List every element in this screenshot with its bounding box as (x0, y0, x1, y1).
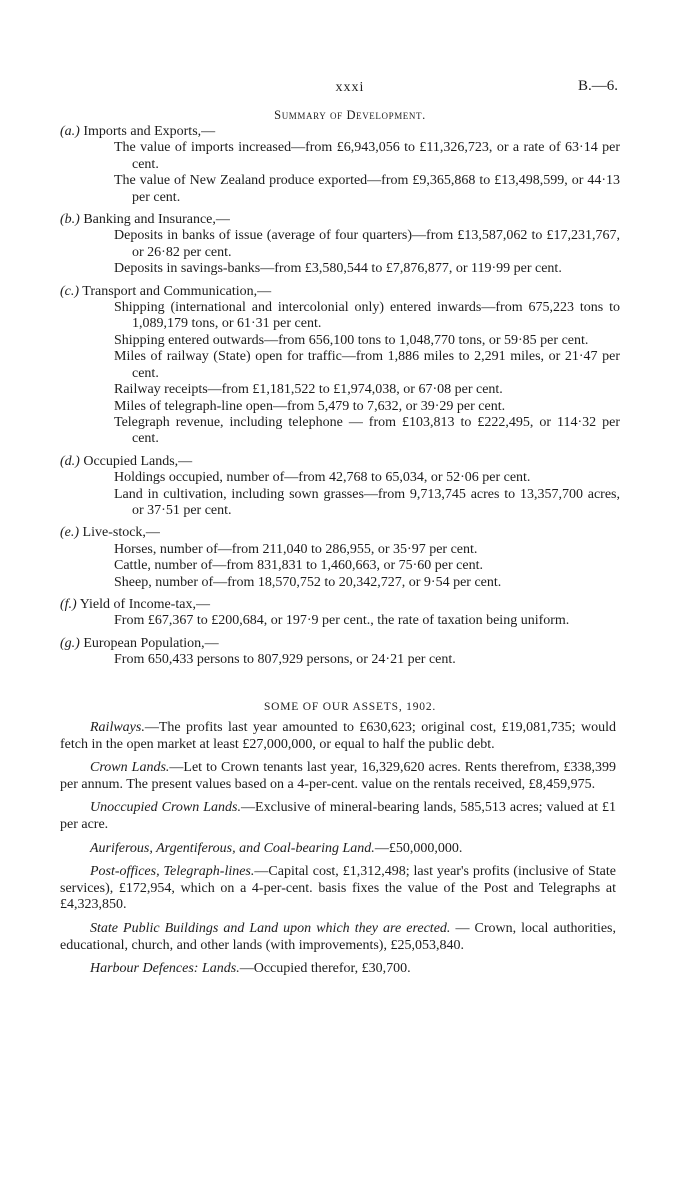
section-label: (c.) (60, 283, 80, 299)
section-label: (f.) (60, 596, 77, 612)
asset-text: —Let to Crown tenants last year, 16,329,620 acres. Rents therefrom, £338,399 per annum. The present values based on a 4-per-cent. value on the rentals received, £8,459,975. (60, 760, 616, 792)
summary-item: Holdings occupied, number of—from 42,768 to 65,034, or 52·06 per cent. (114, 470, 531, 486)
section-heading-text: Transport and Communication,— (82, 283, 272, 299)
asset-paragraph (60, 800, 616, 833)
section-label: (a.) (60, 124, 80, 139)
section-heading (60, 124, 620, 140)
summary-item: Miles of telegraph-line open—from 5,479 to 7,632, or 39·29 per cent. (114, 398, 506, 414)
document-code: B.—6. (577, 78, 618, 94)
summary-item: Telegraph revenue, including telephone — from £103,813 to £222,495, or 114·32 per cent. (114, 414, 620, 447)
asset-label: Auriferous, Argentiferous, and Coal-bearing Land. (90, 840, 375, 856)
summary-section (60, 454, 620, 520)
summary-item: Horses, number of—from 211,040 to 286,955, or 35·97 per cent. (114, 541, 478, 557)
asset-paragraph (60, 720, 616, 753)
asset-paragraph (60, 921, 616, 954)
section-heading-text: European Population,— (83, 635, 219, 651)
asset-label: Post-offices, Telegraph-lines. (90, 864, 255, 880)
asset-text: —Capital cost, £1,312,498; last year's profits (inclusive of State services), £172,954, which on a 4-per-cent. basis fixes the value of the Post and Telegraphs at £4,323,850. (60, 864, 617, 913)
asset-paragraph (60, 961, 616, 978)
section-heading-text: Live-stock,— (82, 525, 160, 541)
summary-item: Deposits in savings-banks—from £3,580,544 to £7,876,877, or 119·99 per cent. (114, 261, 562, 277)
summary-item: Miles of railway (State) open for traffic—from 1,886 miles to 2,291 miles, or 21·47 per cent. (114, 349, 620, 381)
summary-title: Summary of Development. (274, 108, 426, 122)
summary-item: From 650,433 persons to 807,929 persons, or 24·21 per cent. (114, 652, 456, 668)
assets-list (60, 720, 616, 985)
asset-label: Railways. (90, 720, 145, 735)
section-heading (60, 525, 620, 541)
summary-item: The value of imports increased—from £6,943,056 to £11,326,723, or a rate of 63·14 per cent. (114, 140, 620, 172)
summary-item: Cattle, number of—from 831,831 to 1,460,663, or 75·60 per cent. (114, 558, 483, 574)
summary-item: From £67,367 to £200,684, or 197·9 per cent., the rate of taxation being uniform. (114, 613, 570, 629)
summary-item: Shipping entered outwards—from 656,100 tons to 1,048,770 tons, or 59·85 per cent. (114, 332, 589, 348)
asset-text: —Exclusive of mineral-bearing lands, 585,513 acres; valued at £1 per acre. (60, 800, 616, 832)
page-number: xxxi (335, 80, 365, 95)
summary-section (60, 525, 620, 591)
summary-section (60, 597, 620, 630)
assets-title: SOME OF OUR ASSETS, 1902. (263, 701, 437, 713)
section-heading (60, 597, 620, 613)
section-label: (e.) (60, 525, 80, 541)
summary-section (60, 636, 620, 669)
summary-section (60, 124, 620, 206)
summary-section (60, 212, 620, 278)
section-heading (60, 284, 620, 300)
section-heading (60, 212, 620, 228)
section-label: (g.) (60, 635, 80, 651)
section-heading-text: Banking and Insurance,— (83, 212, 230, 228)
asset-label: State Public Buildings and Land upon which they are erected. (90, 920, 451, 936)
asset-text: — Crown, local authorities, educational, church, and other lands (with improvements), £25,053,840. (60, 920, 616, 953)
summary-item: Sheep, number of—from 18,570,752 to 20,342,727, or 9·54 per cent. (114, 574, 502, 590)
asset-text: —The profits last year amounted to £630,623; original cost, £19,081,735; would fetch in the open market at least £27,000,000, or equal to half the public debt. (60, 720, 616, 752)
summary-item: The value of New Zealand produce exported—from £9,365,868 to £13,498,599, or 44·13 per cent. (114, 173, 620, 205)
summary-item: Land in cultivation, including sown grasses—from 9,713,745 acres to 13,357,700 acres, or 37·51 per cent. (114, 486, 620, 518)
asset-label: Crown Lands. (90, 760, 170, 776)
section-heading (60, 454, 620, 470)
asset-text: —Occupied therefor, £30,700. (239, 961, 411, 977)
section-heading-text: Yield of Income-tax,— (79, 596, 210, 612)
summary-list (60, 124, 620, 675)
asset-text: —£50,000,000. (374, 840, 463, 856)
asset-paragraph (60, 841, 616, 858)
section-label: (b.) (60, 212, 80, 228)
summary-item: Railway receipts—from £1,181,522 to £1,974,038, or 67·08 per cent. (114, 382, 503, 398)
section-heading-text: Imports and Exports,— (83, 124, 216, 139)
summary-item: Shipping (international and intercolonial only) entered inwards—from 675,223 tons to 1,089,179 tons, or 61·31 per cent. (114, 300, 620, 332)
summary-section (60, 284, 620, 448)
section-label: (d.) (60, 453, 80, 469)
summary-item: Deposits in banks of issue (average of four quarters)—from £13,587,062 to £17,231,767, or 26·82 per cent. (114, 228, 620, 260)
asset-label: Harbour Defences: Lands. (90, 961, 240, 977)
section-heading-text: Occupied Lands,— (83, 453, 193, 469)
asset-paragraph (60, 760, 616, 793)
section-heading (60, 636, 620, 652)
asset-label: Unoccupied Crown Lands. (90, 800, 242, 816)
asset-paragraph (60, 864, 616, 914)
